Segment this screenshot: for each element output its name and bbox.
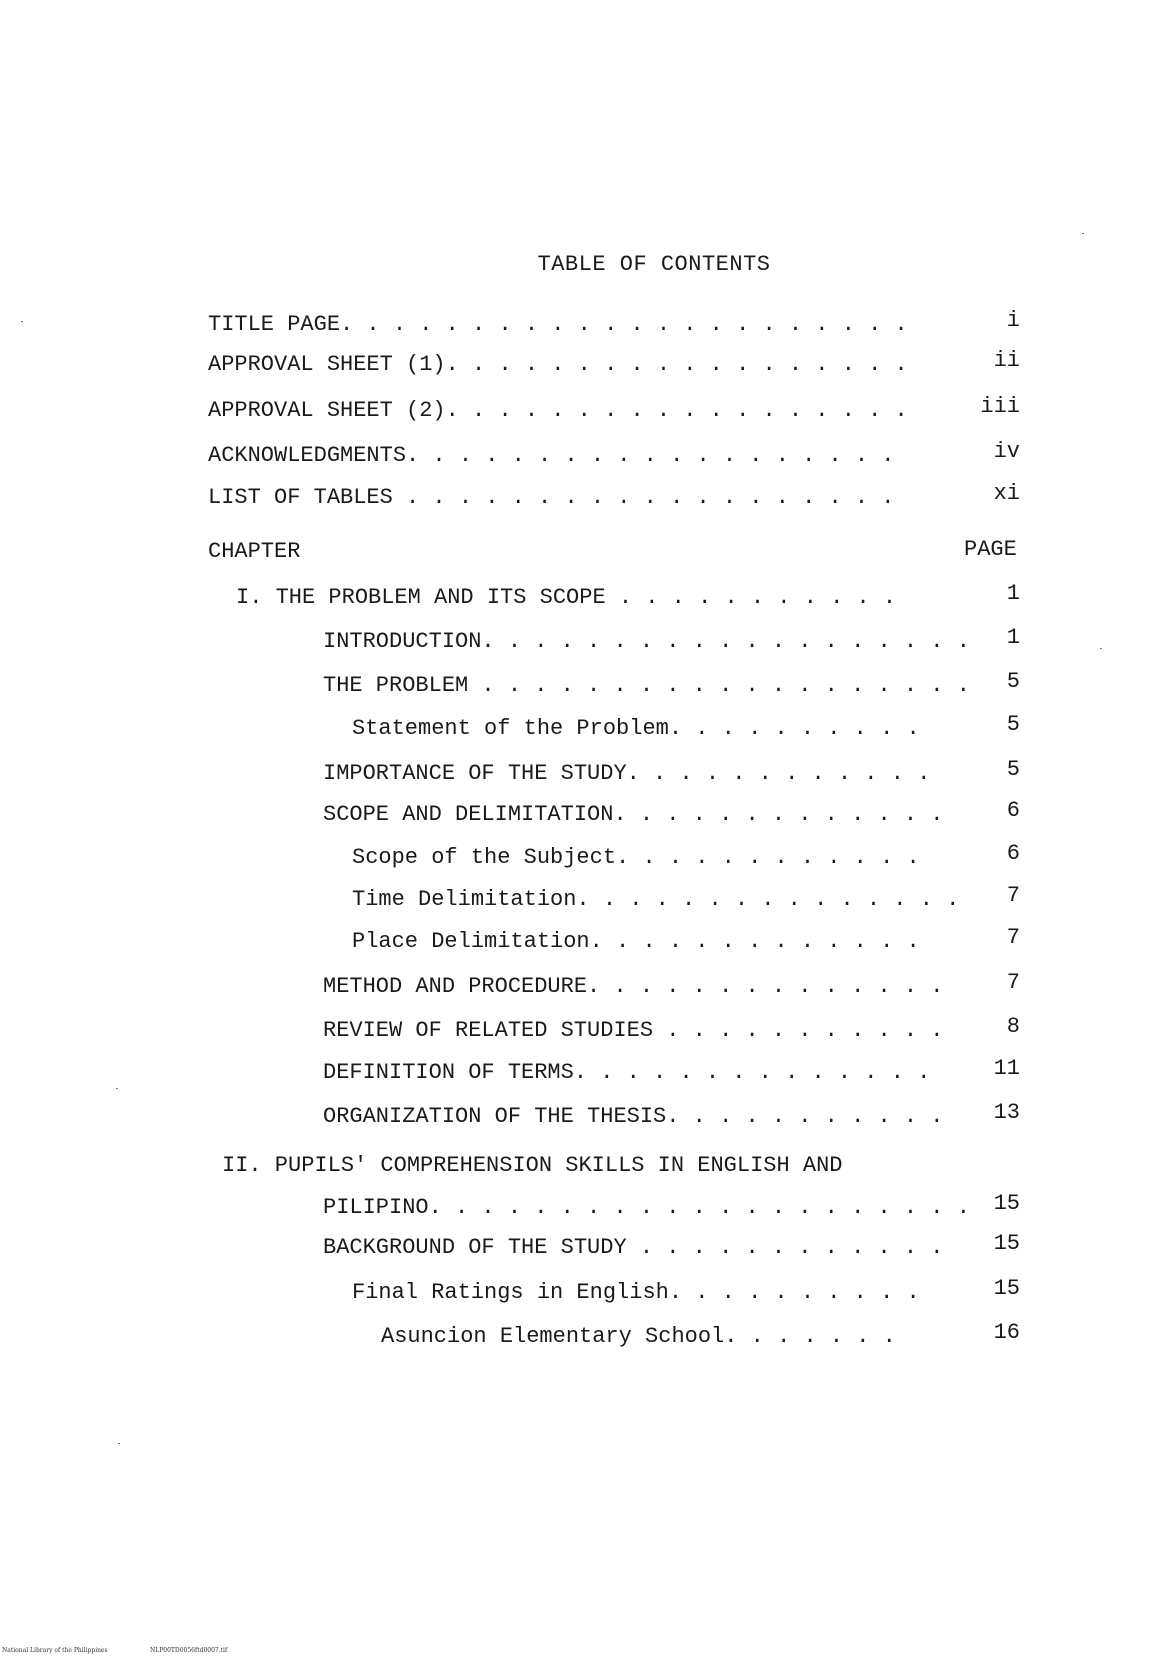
entry-text: BACKGROUND OF THE STUDY . . . . . . . . . . . . (323, 1235, 944, 1260)
toc-entry-scope-of-subject (352, 843, 1020, 873)
page-heading: PAGE (964, 537, 1017, 562)
entry-page-number: 5 (1006, 757, 1020, 782)
entry-page-number: 6 (1006, 798, 1020, 823)
toc-entry-introduction (323, 627, 1020, 657)
entry-page-number: 1 (1006, 625, 1020, 650)
toc-entry-background-of-study (323, 1233, 1020, 1263)
entry-text: I. THE PROBLEM AND ITS SCOPE . . . . . . . . . . . (236, 585, 897, 610)
entry-text: DEFINITION OF TERMS. . . . . . . . . . . . . . (323, 1060, 931, 1085)
toc-entry-definition-of-terms (323, 1058, 1020, 1088)
entry-text: LIST OF TABLES . . . . . . . . . . . . . . . . . . . (208, 485, 895, 510)
scan-speck (21, 321, 23, 322)
entry-page-number: 1 (1006, 581, 1020, 606)
toc-entry-approval-sheet-2 (208, 396, 1020, 426)
toc-entry-scope-and-delimitation (323, 800, 1020, 830)
toc-entry-importance-of-study (323, 759, 1020, 789)
entry-text: Scope of the Subject. . . . . . . . . . . . (352, 845, 920, 870)
scan-speck (116, 1088, 118, 1089)
entry-text: ORGANIZATION OF THE THESIS. . . . . . . . . . . (323, 1104, 944, 1129)
page-title: TABLE OF CONTENTS (537, 252, 771, 277)
toc-entry-time-delimitation (352, 885, 1020, 915)
entry-page-number: 15 (993, 1231, 1020, 1256)
entry-text: TITLE PAGE. . . . . . . . . . . . . . . . . . . . . . (208, 312, 908, 337)
toc-entry-asuncion-elementary (381, 1322, 1020, 1352)
entry-page-number: i (1006, 308, 1020, 333)
entry-page-number: xi (993, 481, 1020, 506)
scan-speck (1100, 648, 1102, 649)
footer-source: National Library of the Philippines (2, 1647, 108, 1654)
toc-entry-statement-of-problem (352, 714, 1020, 744)
entry-page-number: 5 (1006, 669, 1020, 694)
entry-page-number: 13 (993, 1100, 1020, 1125)
entry-page-number: 5 (1006, 712, 1020, 737)
entry-page-number: 7 (1006, 925, 1020, 950)
toc-entry-pilipino (323, 1193, 1020, 1223)
scan-speck (1082, 233, 1084, 234)
toc-entry-acknowledgments (208, 441, 1020, 471)
toc-entry-final-ratings-english (352, 1278, 1020, 1308)
entry-text: PILIPINO. . . . . . . . . . . . . . . . . . . . . (323, 1195, 970, 1220)
entry-page-number: 7 (1006, 883, 1020, 908)
entry-text: APPROVAL SHEET (2). . . . . . . . . . . . . . . . . . (208, 398, 908, 423)
toc-entry-the-problem (323, 671, 1020, 701)
entry-text: Place Delimitation. . . . . . . . . . . . . (352, 929, 920, 954)
entry-text: REVIEW OF RELATED STUDIES . . . . . . . . . . . (323, 1018, 944, 1043)
entry-text: THE PROBLEM . . . . . . . . . . . . . . . . . . . (323, 673, 970, 698)
entry-page-number: 15 (993, 1276, 1020, 1301)
entry-text: II. PUPILS' COMPREHENSION SKILLS IN ENGLISH AND (222, 1153, 843, 1178)
toc-entry-review-of-related-studies (323, 1016, 1020, 1046)
entry-page-number: 15 (993, 1191, 1020, 1216)
toc-entry-list-of-tables (208, 483, 1020, 513)
entry-text: Final Ratings in English. . . . . . . . . . (352, 1280, 920, 1305)
entry-page-number: 8 (1006, 1014, 1020, 1039)
entry-text: Statement of the Problem. . . . . . . . . . (352, 716, 920, 741)
scan-speck (118, 1443, 120, 1444)
entry-page-number: 7 (1006, 970, 1020, 995)
toc-entry-organization-of-thesis (323, 1102, 1020, 1132)
entry-text: INTRODUCTION. . . . . . . . . . . . . . . . . . . (323, 629, 970, 654)
entry-page-number: iii (980, 394, 1020, 419)
toc-entry-place-delimitation (352, 927, 1020, 957)
entry-page-number: ii (993, 348, 1020, 373)
toc-entry-chapter-2 (222, 1151, 1020, 1181)
toc-entry-approval-sheet-1 (208, 350, 1020, 380)
toc-entry-method-and-procedure (323, 972, 1020, 1002)
entry-page-number: iv (993, 439, 1020, 464)
entry-text: METHOD AND PROCEDURE. . . . . . . . . . . . . . (323, 974, 944, 999)
toc-entry-title-page (208, 310, 1020, 340)
entry-text: Asuncion Elementary School. . . . . . . (381, 1324, 896, 1349)
entry-text: Time Delimitation. . . . . . . . . . . . . . . (352, 887, 960, 912)
chapter-heading: CHAPTER (208, 539, 301, 564)
toc-entry-chapter-1 (236, 583, 1020, 613)
footer-file: NLP00TD0056ftd0007.tif (150, 1647, 228, 1654)
entry-text: ACKNOWLEDGMENTS. . . . . . . . . . . . . . . . . . . (208, 443, 895, 468)
entry-page-number: 11 (993, 1056, 1020, 1081)
entry-text: SCOPE AND DELIMITATION. . . . . . . . . . . . . (323, 802, 944, 827)
entry-text: IMPORTANCE OF THE STUDY. . . . . . . . . . . . (323, 761, 931, 786)
entry-page-number: 16 (993, 1320, 1020, 1345)
entry-page-number: 6 (1006, 841, 1020, 866)
entry-text: APPROVAL SHEET (1). . . . . . . . . . . . . . . . . . (208, 352, 908, 377)
